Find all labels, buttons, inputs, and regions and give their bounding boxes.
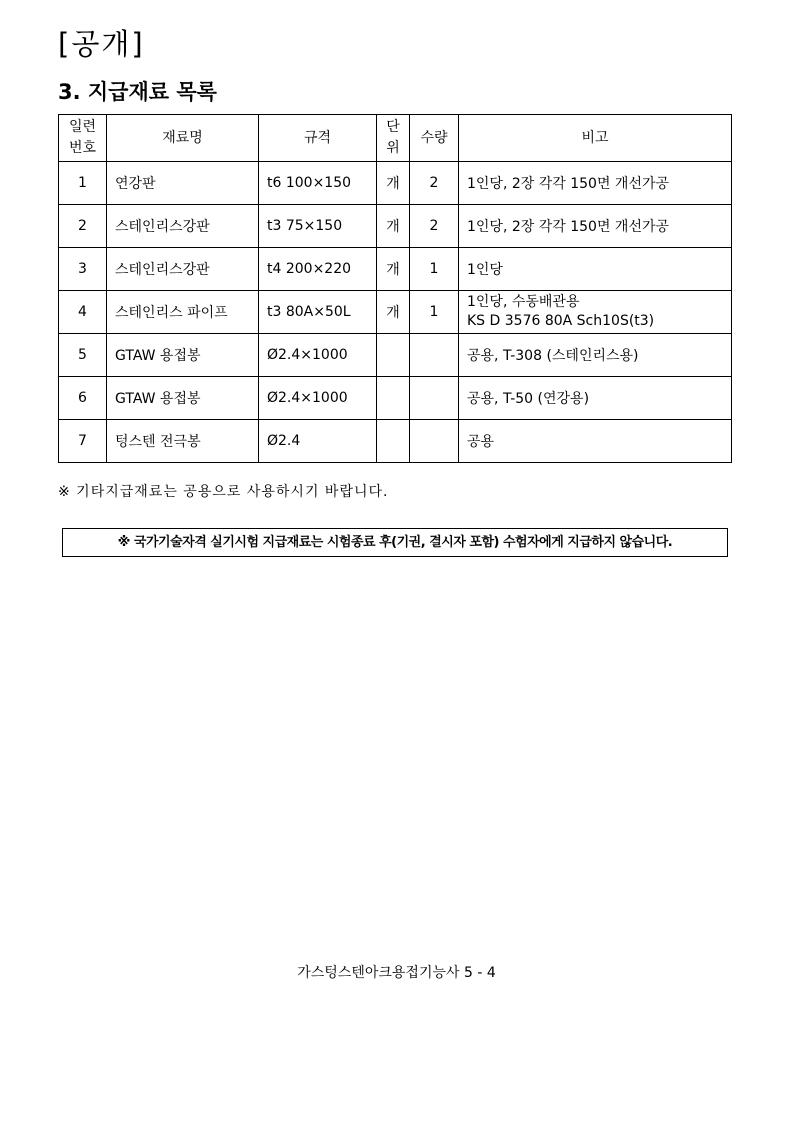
table-row [59,291,732,334]
header-spec: 규격 [259,115,377,162]
header-unit: 단 위 [377,115,410,162]
cell-qty: 2 [410,162,459,205]
cell-name: 연강판 [107,162,259,205]
table-row [59,248,732,291]
cell-name: GTAW 용접봉 [107,334,259,377]
cell-remark: 공용 [459,420,732,463]
cell-remark: 1인당, 2장 각각 150면 개선가공 [459,162,732,205]
cell-name: 스테인리스강판 [107,205,259,248]
header-material-name: 재료명 [107,115,259,162]
cell-spec: t3 75×150 [259,205,377,248]
header-serial-no: 일련 번호 [59,115,107,162]
cell-no: 3 [59,248,107,291]
header-quantity: 수량 [410,115,459,162]
cell-no: 7 [59,420,107,463]
cell-spec: Ø2.4×1000 [259,334,377,377]
cell-unit: 개 [377,162,410,205]
cell-remark: 공용, T-308 (스테인리스용) [459,334,732,377]
header-remark: 비고 [459,115,732,162]
cell-remark: 공용, T-50 (연강용) [459,377,732,420]
table-row [59,420,732,463]
table-row [59,334,732,377]
cell-remark [459,291,732,334]
cell-spec: Ø2.4×1000 [259,377,377,420]
cell-qty [410,420,459,463]
cell-name: 스테인리스 파이프 [107,291,259,334]
cell-no: 2 [59,205,107,248]
footnote: ※ 기타지급재료는 공용으로 사용하시기 바랍니다. [58,484,389,500]
public-badge: [공개] [58,27,145,61]
cell-name: 스테인리스강판 [107,248,259,291]
section-title: 3. 지급재료 목록 [58,80,217,104]
table-row [59,162,732,205]
cell-no: 4 [59,291,107,334]
cell-no: 5 [59,334,107,377]
table-row [59,205,732,248]
cell-no: 6 [59,377,107,420]
cell-spec: t3 80A×50L [259,291,377,334]
cell-unit: 개 [377,248,410,291]
cell-remark: 1인당 [459,248,732,291]
remark-line-1: 1인당, 수동배관용 [467,294,580,310]
page-footer: 가스텅스텐아크용접기능사 5 - 4 [297,965,496,981]
remark-line-2: KS D 3576 80A Sch10S(t3) [467,313,655,329]
cell-no: 1 [59,162,107,205]
table-header-row [59,115,732,162]
materials-table [58,114,732,463]
cell-unit: 개 [377,291,410,334]
cell-qty: 1 [410,248,459,291]
cell-name: GTAW 용접봉 [107,377,259,420]
cell-qty [410,377,459,420]
notice-box: ※ 국가기술자격 실기시험 지급재료는 시험종료 후(기권, 결시자 포함) 수험자에게 지급하지 않습니다. [62,528,728,557]
cell-spec: t4 200×220 [259,248,377,291]
table-row [59,377,732,420]
cell-spec: t6 100×150 [259,162,377,205]
cell-qty: 1 [410,291,459,334]
cell-unit [377,334,410,377]
cell-unit: 개 [377,205,410,248]
cell-remark: 1인당, 2장 각각 150면 개선가공 [459,205,732,248]
cell-qty [410,334,459,377]
cell-spec: Ø2.4 [259,420,377,463]
cell-unit [377,377,410,420]
cell-qty: 2 [410,205,459,248]
cell-unit [377,420,410,463]
cell-name: 텅스텐 전극봉 [107,420,259,463]
